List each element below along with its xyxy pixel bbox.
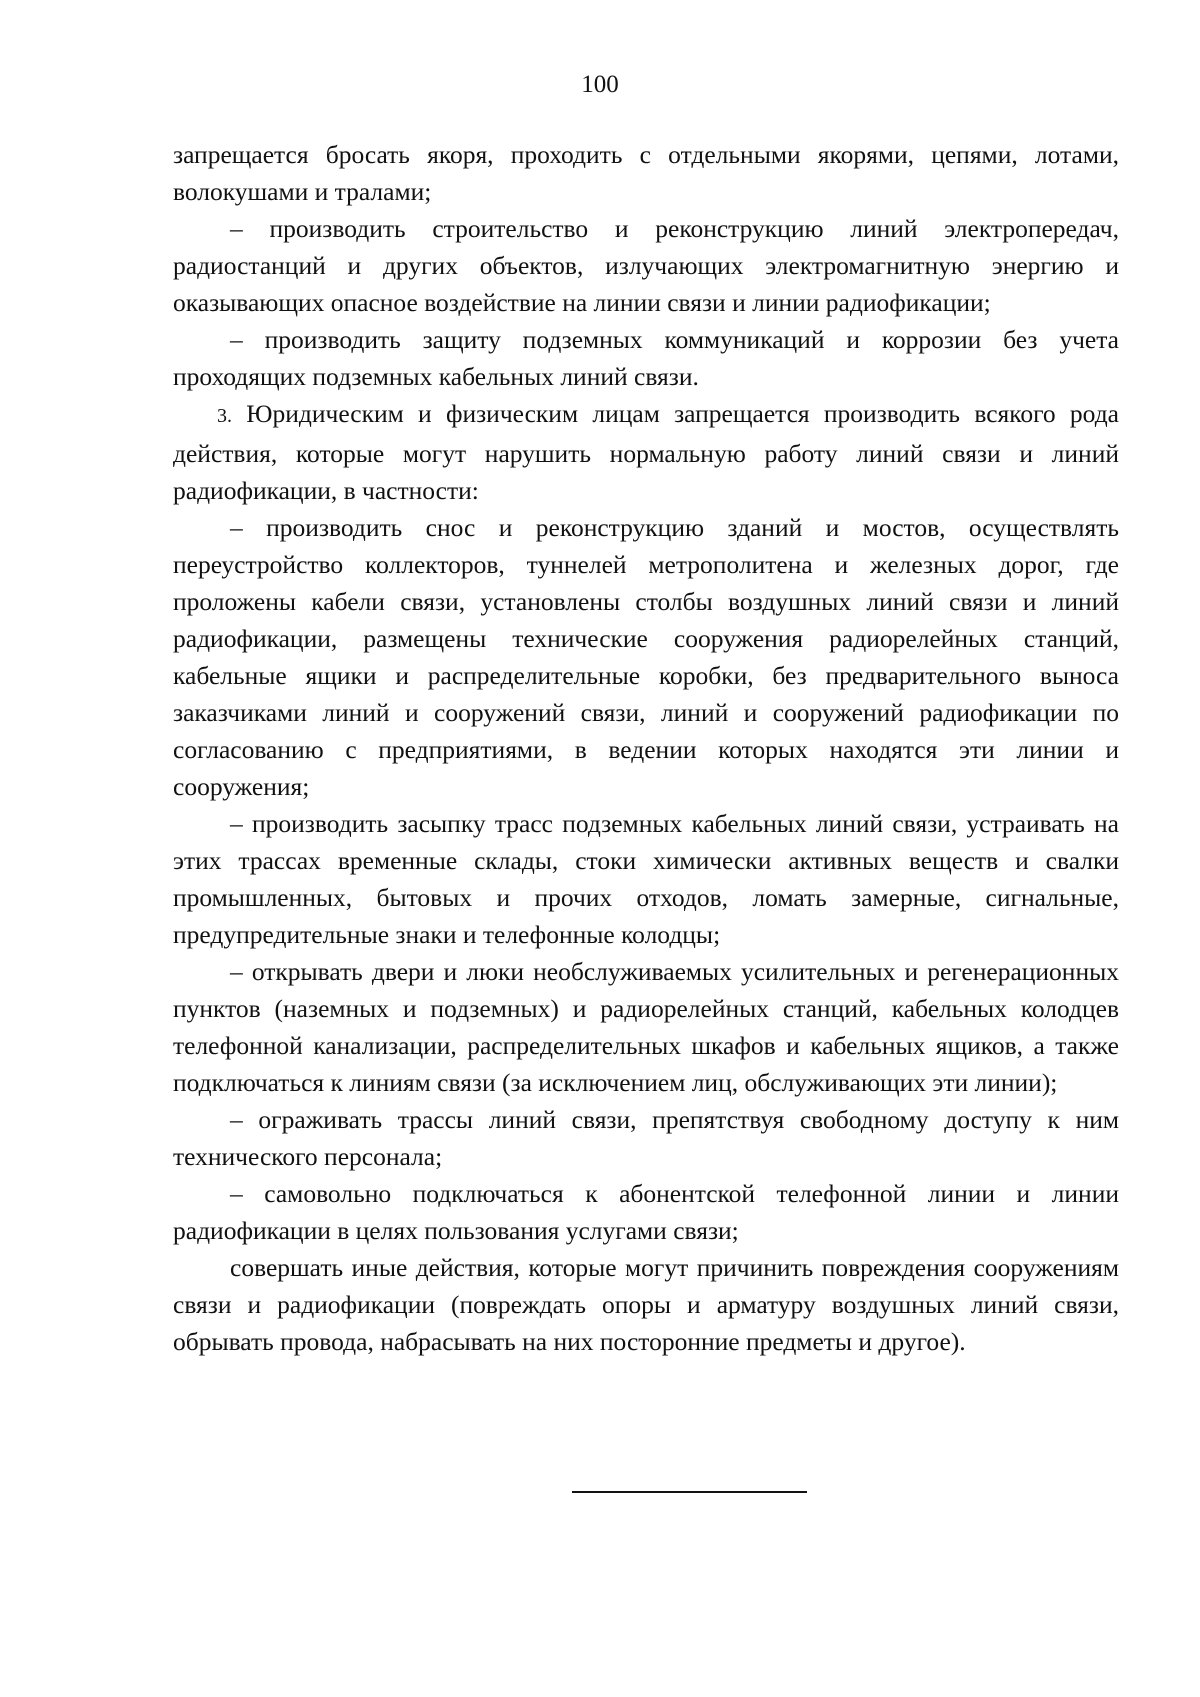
paragraph-anchor-ban-continuation: запрещается бросать якоря, проходить с отдельными якорями, цепями, лотами, волокушами и тралами; — [173, 140, 1119, 206]
item-number: 3. — [217, 405, 232, 427]
end-of-document-rule — [572, 1491, 807, 1493]
paragraph-other-actions: совершать иные действия, которые могут причинить повреждения сооружениям связи и радиофикации (повреждать опоры и арматуру воздушных линий связи, обрывать провода, набрасывать на них посторонние предметы и другое). — [173, 1253, 1119, 1356]
item-3-text: Юридическим и физическим лицам запрещается производить всякого рода действия, которые могут нарушить нормальную работу линий связи и линий радиофикации, в частности: — [173, 399, 1119, 505]
paragraph-fencing-routes: – ограживать трассы линий связи, препятствуя свободному доступу к ним технического персонала; — [173, 1105, 1119, 1171]
paragraph-underground-protection: – производить защиту подземных коммуникаций и коррозии без учета проходящих подземных кабельных линий связи. — [173, 325, 1119, 391]
page-number: 100 — [581, 71, 619, 98]
paragraph-demolition-reconstruction: – производить снос и реконструкцию зданий и мостов, осуществлять переустройство коллекторов, туннелей метрополитена и железных дорог, где проложены кабели связи, установлены столбы воздушных линий связи и линий радиофикации, размещены технические сооружения радиорелейных станций, кабельные ящики и распределительные коробки, без предварительного выноса заказчиками линий и сооружений связи, линий и сооружений радиофикации по согласованию с предприятиями, в ведении которых находятся эти линии и сооружения; — [173, 513, 1119, 801]
document-body — [173, 136, 1119, 1360]
paragraph-cable-route-backfill: – производить засыпку трасс подземных кабельных линий связи, устраивать на этих трассах временные склады, стоки химически активных веществ и свалки промышленных, бытовых и прочих отходов, ломать замерные, сигнальные, предупредительные знаки и телефонные колодцы; — [173, 809, 1119, 949]
paragraph-opening-doors-hatches: – открывать двери и люки необслуживаемых усилительных и регенерационных пунктов (наземных и подземных) и радиорелейных станций, кабельных колодцев телефонной канализации, распределительных шкафов и кабельных ящиков, а также подключаться к линиям связи (за исключением лиц, обслуживающих эти линии); — [173, 957, 1119, 1097]
paragraph-power-lines-construction: – производить строительство и реконструкцию линий электропередач, радиостанций и других объектов, излучающих электромагнитную энергию и оказывающих опасное воздействие на линии связи и линии радиофикации; — [173, 214, 1119, 317]
paragraph-unauthorized-connection: – самовольно подключаться к абонентской телефонной линии и линии радиофикации в целях пользования услугами связи; — [173, 1179, 1119, 1245]
paragraph-item-3 — [173, 395, 1119, 509]
